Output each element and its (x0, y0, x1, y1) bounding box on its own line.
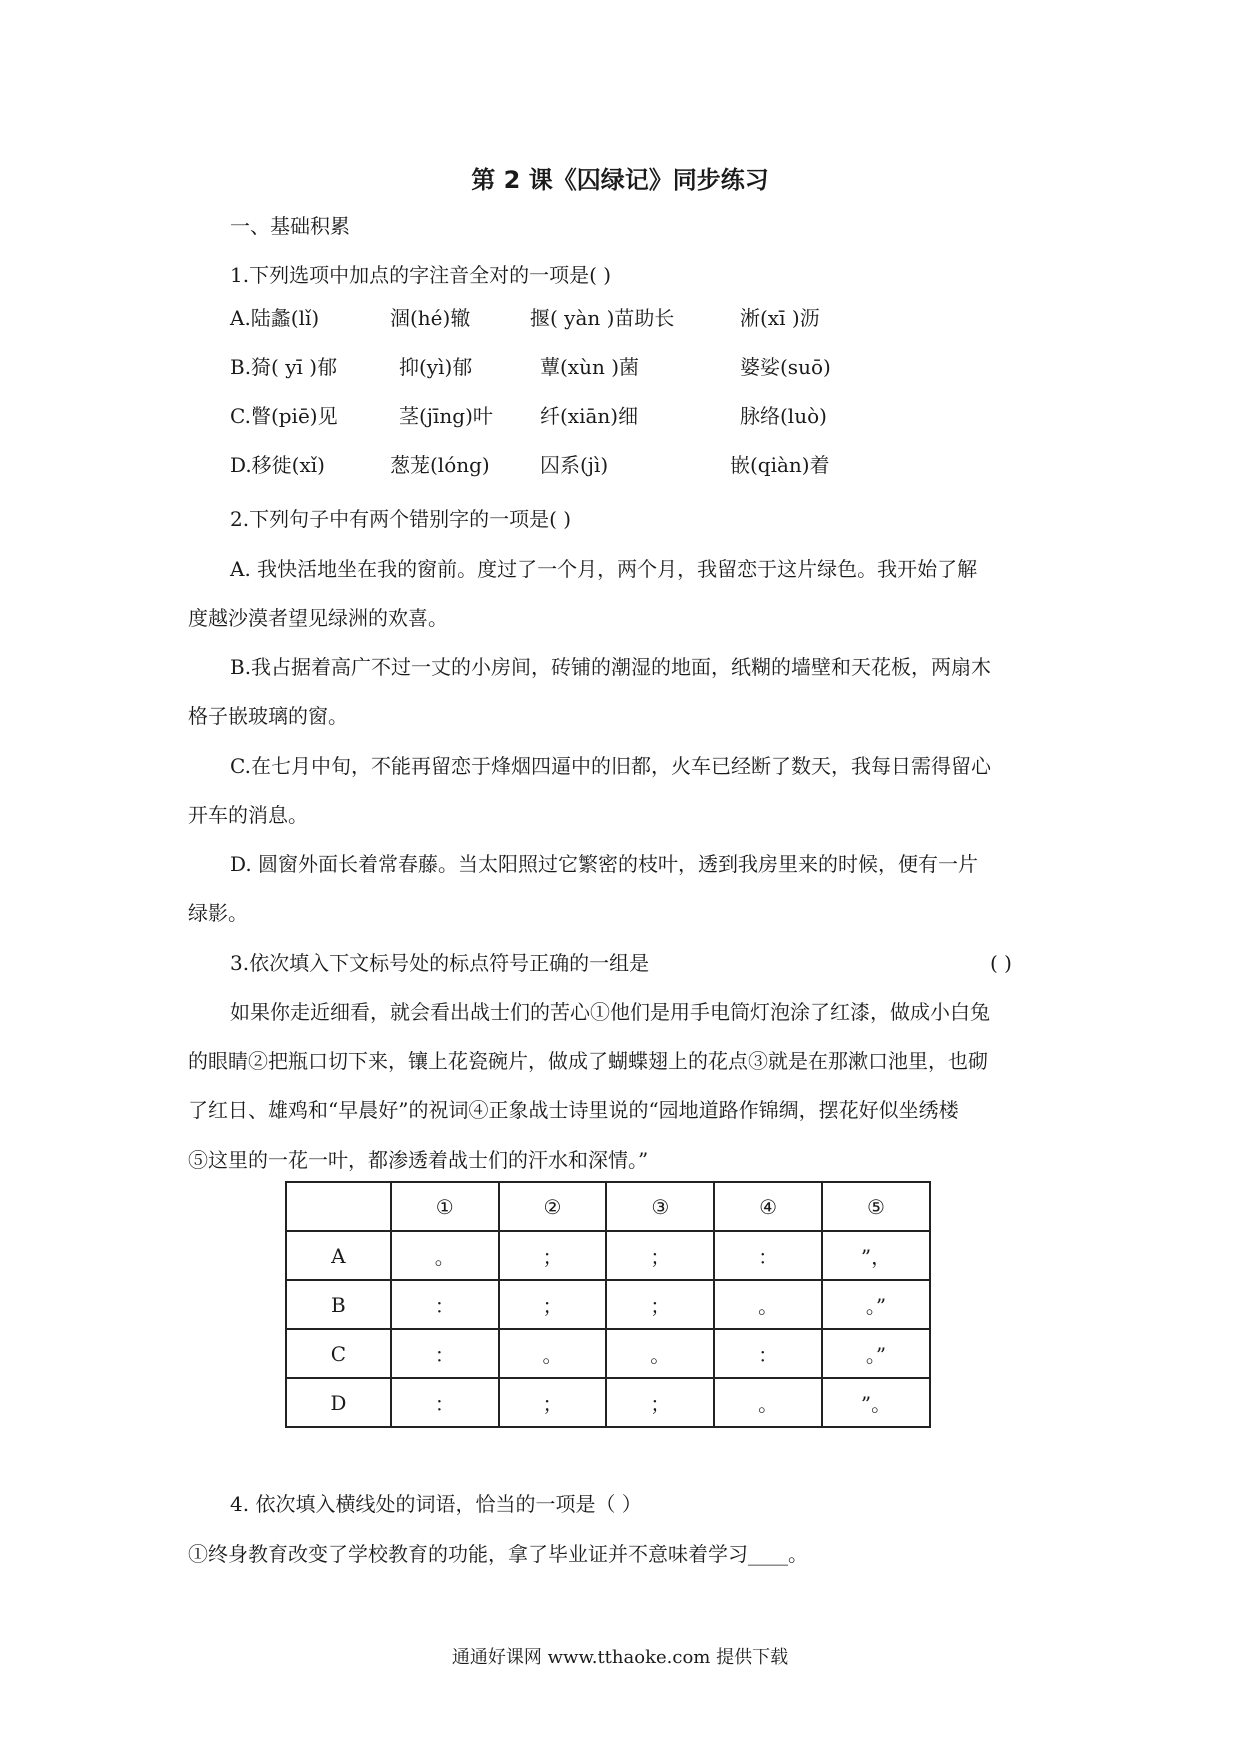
table-cell: B (286, 1280, 391, 1329)
q1-a-3: 揠( yàn )苗助长 (530, 306, 675, 330)
q1-d-3: 囚系(jì) (540, 453, 609, 477)
table-cell: ： (714, 1231, 822, 1280)
q3-answer-paren: ( ) (990, 951, 1012, 975)
q2-option-d-line2: 绿影。 (188, 901, 248, 925)
q1-b-1: B.猗( yī )郁 (230, 355, 338, 379)
q3-stem: 3.依次填入下文标号处的标点符号正确的一组是 (230, 951, 650, 975)
table-cell: ”。 (822, 1378, 930, 1427)
table-cell: ④ (714, 1182, 822, 1231)
table-cell: A (286, 1231, 391, 1280)
q1-stem: 1.下列选项中加点的字注音全对的一项是( ) (230, 263, 612, 287)
table-cell: 。 (391, 1231, 499, 1280)
table-cell: ③ (606, 1182, 714, 1231)
table-cell: ； (606, 1280, 714, 1329)
table-cell: ： (391, 1280, 499, 1329)
q1-d-4: 嵌(qiàn)着 (730, 453, 830, 477)
table-cell: 。 (714, 1280, 822, 1329)
q2-option-a-line1: A. 我快活地坐在我的窗前。度过了一个月，两个月，我留恋于这片绿色。我开始了解 (230, 557, 978, 581)
table-cell: ： (391, 1378, 499, 1427)
table-cell: 。 (499, 1329, 607, 1378)
q2-option-b-line1: B.我占据着高广不过一丈的小房间，砖铺的潮湿的地面，纸糊的墙壁和天花板，两扇木 (230, 655, 992, 679)
q1-d-1: D.移徙(xǐ) (230, 453, 325, 477)
q4-stem: 4. 依次填入横线处的词语，恰当的一项是（ ） (230, 1492, 642, 1516)
table-cell: ； (499, 1231, 607, 1280)
q2-option-a-line2: 度越沙漠者望见绿洲的欢喜。 (188, 606, 448, 630)
q1-b-3: 蕈(xùn )菌 (540, 355, 640, 379)
table-cell: ； (499, 1280, 607, 1329)
q1-b-4: 婆娑(suō) (740, 355, 831, 379)
section-heading: 一、基础积累 (230, 214, 350, 238)
table-row (286, 1280, 930, 1329)
q2-stem: 2.下列句子中有两个错别字的一项是( ) (230, 507, 572, 531)
table-cell: ： (714, 1329, 822, 1378)
q1-a-1: A.陆蠡(lǐ) (230, 306, 320, 330)
q3-passage-line1: 如果你走近细看，就会看出战士们的苦心①他们是用手电筒灯泡涂了红漆，做成小白兔 (230, 1000, 990, 1024)
table-cell: ； (499, 1378, 607, 1427)
table-cell: ⑤ (822, 1182, 930, 1231)
table-cell: ② (499, 1182, 607, 1231)
table-cell: 。 (606, 1329, 714, 1378)
table-cell: 。 (714, 1378, 822, 1427)
q4-sentence-1: ①终身教育改变了学校教育的功能，拿了毕业证并不意味着学习____。 (188, 1542, 808, 1566)
q1-c-1: C.瞥(piē)见 (230, 404, 338, 428)
table-cell: ； (606, 1231, 714, 1280)
table-cell: ① (391, 1182, 499, 1231)
q3-passage-line3: 了红日、雄鸡和“早晨好”的祝词④正象战士诗里说的“园地道路作锦绸，摆花好似坐绣楼 (188, 1098, 959, 1122)
table-row (286, 1231, 930, 1280)
table-row (286, 1329, 930, 1378)
table-cell: D (286, 1378, 391, 1427)
q1-d-2: 葱茏(lóng) (390, 453, 490, 477)
q2-option-d-line1: D. 圆窗外面长着常春藤。当太阳照过它繁密的枝叶，透到我房里来的时候，便有一片 (230, 852, 979, 876)
table-cell: 。” (822, 1329, 930, 1378)
table-cell: ”， (822, 1231, 930, 1280)
q2-option-b-line2: 格子嵌玻璃的窗。 (188, 704, 348, 728)
q2-option-c-line2: 开车的消息。 (188, 803, 308, 827)
q3-passage-line4: ⑤这里的一花一叶，都渗透着战士们的汗水和深情。” (188, 1148, 649, 1172)
table-cell: C (286, 1329, 391, 1378)
table-cell: 。” (822, 1280, 930, 1329)
punctuation-table (285, 1181, 931, 1428)
q3-passage-line2: 的眼睛②把瓶口切下来，镶上花瓷碗片，做成了蝴蝶翅上的花点③就是在那漱口池里，也砌 (188, 1049, 988, 1073)
q1-b-2: 抑(yì)郁 (399, 355, 473, 379)
q1-c-3: 纤(xiān)细 (540, 404, 639, 428)
table-row (286, 1378, 930, 1427)
q1-c-4: 脉络(luò) (740, 404, 827, 428)
q1-a-4: 淅(xī )沥 (740, 306, 820, 330)
table-header-row (286, 1182, 930, 1231)
q1-a-2: 涸(hé)辙 (390, 306, 471, 330)
page-footer: 通通好课网 www.tthaoke.com 提供下载 (451, 1647, 789, 1668)
page-title: 第 2 课《囚绿记》同步练习 (471, 166, 769, 194)
table-cell (286, 1182, 391, 1231)
q2-option-c-line1: C.在七月中旬，不能再留恋于烽烟四逼中的旧都，火车已经断了数天，我每日需得留心 (230, 754, 991, 778)
table-cell: ： (391, 1329, 499, 1378)
q1-c-2: 茎(jīng)叶 (399, 404, 493, 428)
table-cell: ； (606, 1378, 714, 1427)
